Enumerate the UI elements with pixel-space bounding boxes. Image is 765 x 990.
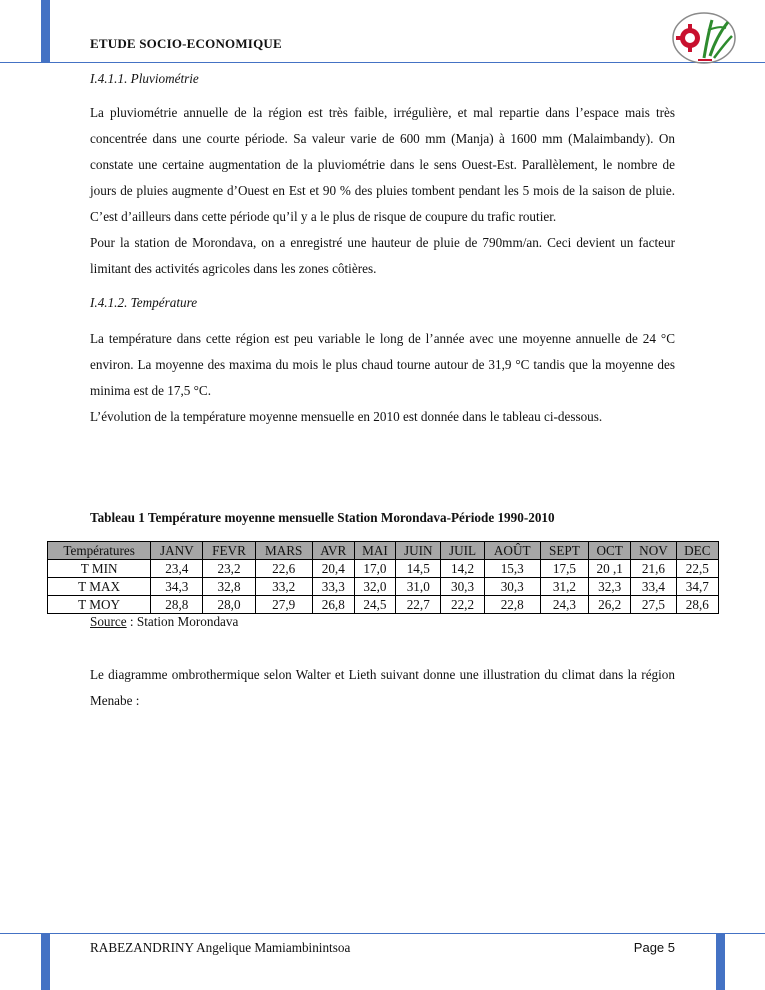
table-header-cell: JANV bbox=[151, 542, 203, 560]
footer-accent-bar-left bbox=[41, 933, 50, 990]
diagram-intro-paragraph: Le diagramme ombrothermique selon Walter et Lieth suivant donne une illustration du climat dans la région Menabe : bbox=[90, 667, 675, 708]
table-cell: T MOY bbox=[48, 596, 151, 614]
table-header-cell: Températures bbox=[48, 542, 151, 560]
temperature-table bbox=[47, 541, 719, 614]
table-header-cell: AVR bbox=[312, 542, 354, 560]
table-cell: 14,2 bbox=[441, 560, 484, 578]
table-header-cell: JUIN bbox=[396, 542, 441, 560]
table-header-cell: OCT bbox=[589, 542, 631, 560]
table-cell: 33,4 bbox=[631, 578, 676, 596]
table-header-cell: NOV bbox=[631, 542, 676, 560]
table-header-row bbox=[48, 542, 719, 560]
table-header-cell: DEC bbox=[676, 542, 718, 560]
main-content bbox=[90, 66, 675, 430]
table-cell: 32,0 bbox=[354, 578, 395, 596]
table-cell: 22,8 bbox=[484, 596, 540, 614]
source-text: : Station Morondava bbox=[126, 614, 239, 629]
table-source bbox=[90, 614, 238, 630]
table-cell: 26,8 bbox=[312, 596, 354, 614]
table-header-cell: JUIL bbox=[441, 542, 484, 560]
table-cell: 24,5 bbox=[354, 596, 395, 614]
table-cell: 20 ,1 bbox=[589, 560, 631, 578]
table-cell: 15,3 bbox=[484, 560, 540, 578]
table-row bbox=[48, 596, 719, 614]
table-cell: 31,2 bbox=[540, 578, 588, 596]
table-cell: 21,6 bbox=[631, 560, 676, 578]
table-header-cell: SEPT bbox=[540, 542, 588, 560]
page-number: Page 5 bbox=[633, 940, 675, 955]
table-cell: 17,0 bbox=[354, 560, 395, 578]
section-heading-temperature: I.4.1.2. Température bbox=[90, 295, 198, 310]
table-cell: 33,3 bbox=[312, 578, 354, 596]
table-header-cell: MARS bbox=[255, 542, 312, 560]
footer-accent-bar-right bbox=[716, 933, 725, 990]
table-row bbox=[48, 560, 719, 578]
table-cell: 32,3 bbox=[589, 578, 631, 596]
table-cell: 24,3 bbox=[540, 596, 588, 614]
table-cell: T MIN bbox=[48, 560, 151, 578]
table-cell: 34,7 bbox=[676, 578, 718, 596]
institution-logo-icon bbox=[668, 8, 738, 66]
table-cell: 28,6 bbox=[676, 596, 718, 614]
table-cell: 17,5 bbox=[540, 560, 588, 578]
table-cell: 34,3 bbox=[151, 578, 203, 596]
table-cell: 23,4 bbox=[151, 560, 203, 578]
table-cell: 27,5 bbox=[631, 596, 676, 614]
table-header-cell: MAI bbox=[354, 542, 395, 560]
table-header-cell: FEVR bbox=[203, 542, 255, 560]
table-cell: 23,2 bbox=[203, 560, 255, 578]
table-caption: Tableau 1 Température moyenne mensuelle Station Morondava-Période 1990-2010 bbox=[90, 510, 555, 525]
table-cell: T MAX bbox=[48, 578, 151, 596]
source-label: Source bbox=[90, 614, 127, 629]
paragraph-temperature-1: La température dans cette région est peu variable le long de l’année avec une moyenne annuelle de 24 °C environ. La moyenne des maxima du mois le plus chaud tourne autour de 31,9 °C tandis que la moyenne des minima est de 17,5 °C. bbox=[90, 331, 675, 398]
table-cell: 30,3 bbox=[484, 578, 540, 596]
paragraph-pluviometrie-2: Pour la station de Morondava, on a enregistré une hauteur de pluie de 790mm/an. Ceci devient un facteur limitant des activités agricoles dans les zones côtières. bbox=[90, 235, 675, 276]
table-cell: 31,0 bbox=[396, 578, 441, 596]
table-row bbox=[48, 578, 719, 596]
table-cell: 28,0 bbox=[203, 596, 255, 614]
table-cell: 22,6 bbox=[255, 560, 312, 578]
table-cell: 33,2 bbox=[255, 578, 312, 596]
table-cell: 28,8 bbox=[151, 596, 203, 614]
footer-author: RABEZANDRINY Angelique Mamiambinintsoa bbox=[90, 940, 351, 955]
table-header-cell: AOÛT bbox=[484, 542, 540, 560]
table-cell: 30,3 bbox=[441, 578, 484, 596]
table-cell: 32,8 bbox=[203, 578, 255, 596]
paragraph-pluviometrie-1: La pluviométrie annuelle de la région est très faible, irrégulière, et mal repartie dans l’espace mais très concentrée dans une courte période. Sa valeur varie de 600 mm (Manja) à 1600 mm (Malaimbandy). On constate une certaine augmentation de la pluviométrie dans le sens Ouest-Est. Parallèlement, le nombre de jours de pluies augmente d’Ouest en Est et 90 % des pluies tombent pendant les 5 mois de la saison de pluie. C’est d’ailleurs dans cette période qu’il y a le plus de risque de coupure du trafic routier. bbox=[90, 105, 675, 224]
table-cell: 22,2 bbox=[441, 596, 484, 614]
table-cell: 22,7 bbox=[396, 596, 441, 614]
table-cell: 14,5 bbox=[396, 560, 441, 578]
paragraph-temperature-2: L’évolution de la température moyenne mensuelle en 2010 est donnée dans le tableau ci-dessous. bbox=[90, 409, 603, 424]
header-rule bbox=[0, 62, 765, 63]
page-header-title: ETUDE SOCIO-ECONOMIQUE bbox=[90, 36, 282, 51]
section-heading-pluviometrie: I.4.1.1. Pluviométrie bbox=[90, 71, 199, 86]
header-accent-bar bbox=[41, 0, 50, 63]
table-cell: 22,5 bbox=[676, 560, 718, 578]
footer-rule bbox=[0, 933, 765, 934]
table-cell: 27,9 bbox=[255, 596, 312, 614]
table-cell: 26,2 bbox=[589, 596, 631, 614]
table-cell: 20,4 bbox=[312, 560, 354, 578]
